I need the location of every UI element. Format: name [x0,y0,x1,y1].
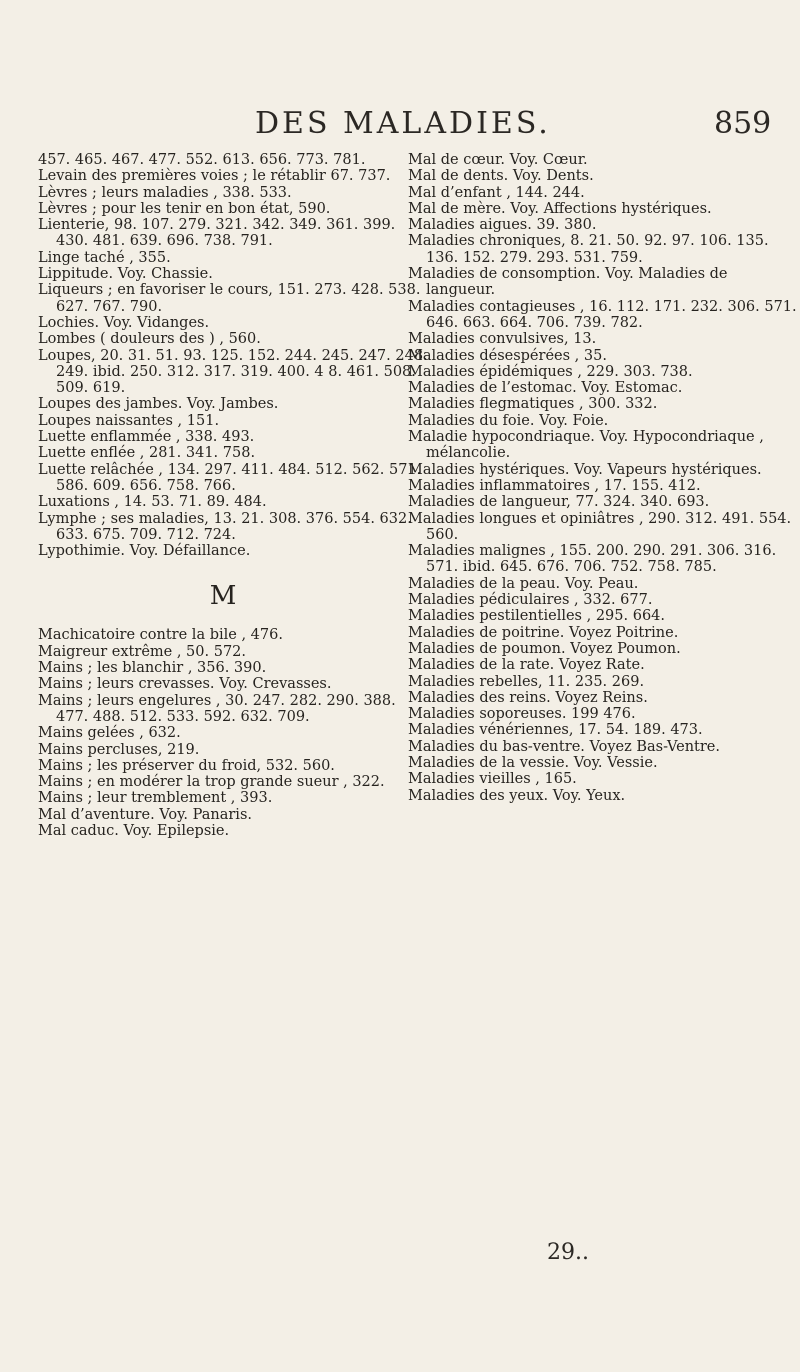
running-title: DES MALADIES. [255,106,551,141]
index-entry: Maladies hystériques. Voy. Vapeurs hystériques. [408,461,762,478]
index-entry: 457. 465. 467. 477. 552. 613. 656. 773. 781. [38,152,366,168]
index-entry: Maladies convulsives, 13. [408,331,597,348]
index-entry: Luette relâchée , 134. 297. 411. 484. 512. 562. 571. 586. 609. 656. 758. 766. [38,461,422,494]
page-header [0,106,800,146]
index-entry: Mains ; leur tremblement , 393. [38,790,273,807]
index-entry: Maladies du bas-ventre. Voyez Bas-Ventre. [408,738,720,755]
left-entries-after [38,627,428,839]
index-entry: Mal caduc. Voy. Epilepsie. [38,822,230,839]
index-entry: Maladies vénériennes, 17. 54. 189. 473. [408,722,703,739]
index-entry: Liqueurs ; en favoriser le cours, 151. 273. 428. 538. 627. 767. 790. [38,282,421,315]
index-entry: Maladies aigues. 39. 380. [408,217,597,234]
index-entry: Lèvres ; pour les tenir en bon état, 590. [38,200,331,217]
index-entry: Maladies chroniques, 8. 21. 50. 92. 97. 106. 135. 136. 152. 279. 293. 531. 759. [408,233,769,266]
index-entry: Maladies de la peau. Voy. Peau. [408,575,639,592]
index-entry: Maladies pestilentielles , 295. 664. [408,608,665,625]
right-column [408,152,798,804]
index-entry: Maladies soporeuses. 199 476. [408,706,636,723]
index-entry: Linge taché , 355. [38,249,171,266]
index-entry: Maladie hypocondriaque. Voy. Hypocondriaque , mélancolie. [408,429,764,462]
index-entry: Maladies contagieuses , 16. 112. 171. 232. 306. 571. 646. 663. 664. 706. 739. 782. [408,298,797,331]
index-entry: Maladies des yeux. Voy. Yeux. [408,787,626,804]
left-column [38,152,428,839]
index-entry: Maladies des reins. Voyez Reins. [408,689,648,706]
index-entry: Luette enflée , 281. 341. 758. [38,445,256,462]
index-entry: Loupes naissantes , 151. [38,412,220,429]
index-entry: Luette enflammée , 338. 493. [38,429,255,446]
index-entry: Lippitude. Voy. Chassie. [38,266,213,283]
index-entry: Maladies longues et opiniâtres , 290. 312. 491. 554. 560. [408,510,792,543]
index-entry: Mal de dents. Voy. Dents. [408,168,594,185]
index-entry: Mains ; leurs crevasses. Voy. Crevasses. [38,676,332,693]
section-letter: M [209,581,237,612]
index-entry: Maladies rebelles, 11. 235. 269. [408,673,645,690]
index-entry: Loupes des jambes. Voy. Jambes. [38,396,279,413]
index-entry: Mains ; les blanchir , 356. 390. [38,660,267,677]
index-entry: Levain des premières voies ; le rétablir 67. 737. [38,168,391,185]
left-entries-before [38,152,428,559]
index-entry: Lymphe ; ses maladies, 13. 21. 308. 376. 554. 632. 633. 675. 709. 712. 724. [38,510,412,543]
index-entry: Maladies de la vessie. Voy. Vessie. [408,754,658,771]
index-entry: Machicatoire contre la bile , 476. [38,627,283,644]
index-entry: Maigreur extrême , 50. 572. [38,643,247,660]
index-entry: Mal de mère. Voy. Affections hystériques. [408,200,712,217]
index-entry: Maladies de poitrine. Voyez Poitrine. [408,624,679,641]
signature-mark: 29.. [547,1240,589,1265]
index-entry: Mains ; les préserver du froid, 532. 560. [38,757,335,774]
index-entry: Maladies de langueur, 77. 324. 340. 693. [408,494,710,511]
right-entries [408,152,798,804]
index-entry: Lochies. Voy. Vidanges. [38,314,210,331]
index-entry: Maladies désespérées , 35. [408,347,607,364]
index-entry: Lèvres ; leurs maladies , 338. 533. [38,184,292,201]
page-number: 859 [714,106,772,141]
index-entry: Maladies pédiculaires , 332. 677. [408,592,653,609]
index-entry: Maladies du foie. Voy. Foie. [408,412,609,429]
index-entry: Maladies inflammatoires , 17. 155. 412. [408,477,701,494]
index-entry: Mal d’aventure. Voy. Panaris. [38,806,252,823]
index-entry: Mains ; leurs engelures , 30. 247. 282. 290. 388. 477. 488. 512. 533. 592. 632. 709. [38,692,396,725]
index-entry: Mal de cœur. Voy. Cœur. [408,152,588,168]
index-entry: Maladies épidémiques , 229. 303. 738. [408,363,693,380]
index-entry: Maladies de l’estomac. Voy. Estomac. [408,380,683,397]
index-entry: Lypothimie. Voy. Défaillance. [38,543,251,560]
index-entry: Luxations , 14. 53. 71. 89. 484. [38,494,267,511]
index-entry: Loupes, 20. 31. 51. 93. 125. 152. 244. 245. 247. 248. 249. ibid. 250. 312. 317. 319. 400. 4 8. 461. 508. 509. 619. [38,347,428,397]
index-entry: Lombes ( douleurs des ) , 560. [38,331,261,348]
index-entry: Maladies de la rate. Voyez Rate. [408,657,645,674]
index-entry: Maladies de poumon. Voyez Poumon. [408,640,681,657]
index-entry: Maladies malignes , 155. 200. 290. 291. 306. 316. 571. ibid. 645. 676. 706. 752. 758. 785. [408,543,777,576]
index-entry: Mains ; en modérer la trop grande sueur , 322. [38,774,385,791]
index-entry: Mains gelées , 632. [38,725,181,742]
index-entry: Maladies flegmatiques , 300. 332. [408,396,658,413]
index-entry: Mains percluses, 219. [38,741,200,758]
index-entry: Lienterie, 98. 107. 279. 321. 342. 349. 361. 399. 430. 481. 639. 696. 738. 791. [38,217,396,250]
index-entry: Mal d’enfant , 144. 244. [408,184,585,201]
index-entry: Maladies de consomption. Voy. Maladies de langueur. [408,266,728,299]
index-entry: Maladies vieilles , 165. [408,771,577,788]
